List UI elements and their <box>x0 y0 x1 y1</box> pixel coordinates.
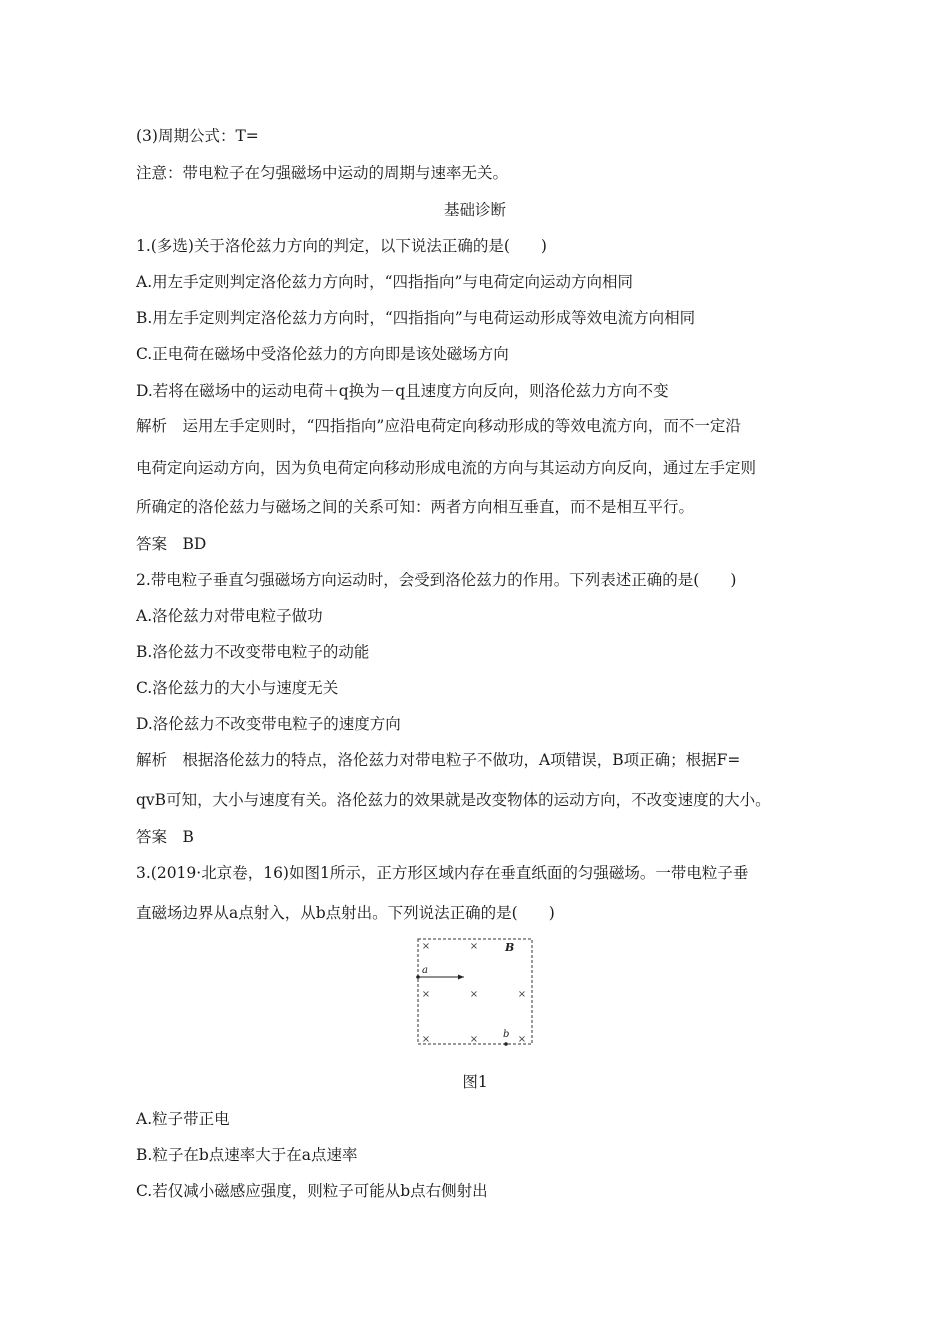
question-2: 2.带电粒子垂直匀强磁场方向运动时，会受到洛伦兹力的作用。下列表述正确的是( ) <box>136 571 737 589</box>
magnetic-field-figure <box>414 936 536 1048</box>
field-label: B <box>505 941 515 954</box>
option-2a: A.洛伦兹力对带电粒子做功 <box>136 607 323 625</box>
field-diagram <box>414 936 536 1048</box>
option-3c: C.若仅减小磁感应强度，则粒子可能从b点右侧射出 <box>136 1182 488 1200</box>
section-title: 基础诊断 <box>443 201 506 219</box>
field-cross: × <box>469 1034 479 1045</box>
field-cross: × <box>421 1034 431 1045</box>
solution-1-line-1: 解析 运用左手定则时，“四指指向”应沿电荷定向移动形成的等效电流方向，而不一定沿 <box>136 417 741 435</box>
point-b <box>504 1042 508 1046</box>
solution-2-line-2: qvB可知，大小与速度有关。洛伦兹力的效果就是改变物体的运动方向，不改变速度的大小。 <box>136 791 771 809</box>
option-1b: B.用左手定则判定洛伦兹力方向时，“四指指向”与电荷运动形成等效电流方向相同 <box>136 309 696 327</box>
period-line: (3)周期公式：T= <box>136 127 259 145</box>
question-3-line-2: 直磁场边界从a点射入，从b点射出。下列说法正确的是( ) <box>136 904 555 922</box>
field-cross: × <box>421 941 431 952</box>
option-2c: C.洛伦兹力的大小与速度无关 <box>136 679 339 697</box>
answer-1: 答案 BD <box>136 535 207 553</box>
point-a-label: a <box>422 965 428 976</box>
option-3b: B.粒子在b点速率大于在a点速率 <box>136 1146 358 1164</box>
option-2d: D.洛伦兹力不改变带电粒子的速度方向 <box>136 715 401 733</box>
answer-2: 答案 B <box>136 828 194 846</box>
option-1a: A.用左手定则判定洛伦兹力方向时，“四指指向”与电荷定向运动方向相同 <box>136 273 633 291</box>
arrow-head-icon <box>458 975 464 980</box>
question-3-line-1: 3.(2019·北京卷，16)如图1所示，正方形区域内存在垂直纸面的匀强磁场。一带电粒子垂 <box>136 864 749 882</box>
option-1c: C.正电荷在磁场中受洛伦兹力的方向即是该处磁场方向 <box>136 345 509 363</box>
option-3a: A.粒子带正电 <box>136 1110 230 1128</box>
solution-1-line-3: 所确定的洛伦兹力与磁场之间的关系可知：两者方向相互垂直，而不是相互平行。 <box>136 498 695 516</box>
option-2b: B.洛伦兹力不改变带电粒子的动能 <box>136 643 370 661</box>
field-cross: × <box>517 1034 527 1045</box>
field-cross: × <box>421 989 431 1000</box>
point-b-label: b <box>503 1029 510 1040</box>
figure-caption: 图1 <box>462 1073 488 1091</box>
solution-1-line-2: 电荷定向运动方向，因为负电荷定向移动形成电流的方向与其运动方向反向，通过左手定则 <box>136 459 757 477</box>
solution-2-line-1: 解析 根据洛伦兹力的特点，洛伦兹力对带电粒子不做功，A项错误，B项正确；根据F= <box>136 751 741 769</box>
field-cross: × <box>469 989 479 1000</box>
option-1d: D.若将在磁场中的运动电荷＋q换为－q且速度方向反向，则洛伦兹力方向不变 <box>136 382 669 400</box>
field-cross: × <box>517 989 527 1000</box>
field-cross: × <box>469 941 479 952</box>
question-1: 1.(多选)关于洛伦兹力方向的判定，以下说法正确的是( ) <box>136 237 547 255</box>
note-line: 注意：带电粒子在匀强磁场中运动的周期与速率无关。 <box>136 164 509 182</box>
